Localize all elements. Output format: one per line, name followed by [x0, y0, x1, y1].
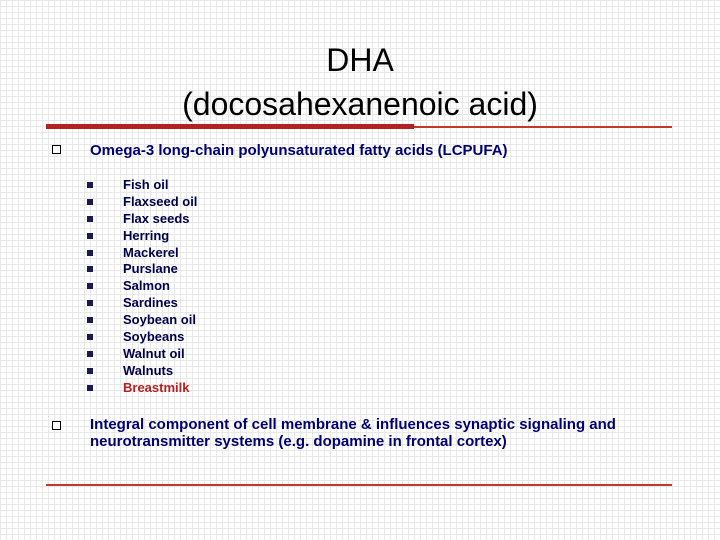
bullet-box-icon — [52, 145, 61, 154]
bullet-omega3: Omega-3 long-chain polyunsaturated fatty acids (LCPUFA) — [90, 142, 508, 159]
square-bullet-icon — [87, 266, 93, 272]
square-bullet-icon — [87, 317, 93, 323]
square-bullet-icon — [87, 368, 93, 374]
square-bullet-icon — [87, 233, 93, 239]
square-bullet-icon — [87, 351, 93, 357]
title-divider-accent — [46, 124, 414, 129]
bullet-text-line-1: Integral component of cell membrane & influences synaptic signaling and — [90, 416, 616, 433]
footer-divider — [46, 484, 672, 486]
bullet-box-icon — [52, 421, 61, 430]
square-bullet-icon — [87, 300, 93, 306]
bullet-text-line-2: neurotransmitter systems (e.g. dopamine in frontal cortex) — [90, 433, 507, 450]
square-bullet-icon — [87, 283, 93, 289]
square-bullet-icon — [87, 385, 93, 391]
bullet-cell-membrane — [90, 416, 616, 450]
title-line-2: (docosahexanenoic acid) — [182, 86, 538, 122]
square-bullet-icon — [87, 250, 93, 256]
title-line-1: DHA — [326, 42, 394, 78]
square-bullet-icon — [87, 199, 93, 205]
slide-title — [0, 38, 720, 126]
square-bullet-icon — [87, 216, 93, 222]
square-bullet-icon — [87, 182, 93, 188]
square-bullet-icon — [87, 334, 93, 340]
